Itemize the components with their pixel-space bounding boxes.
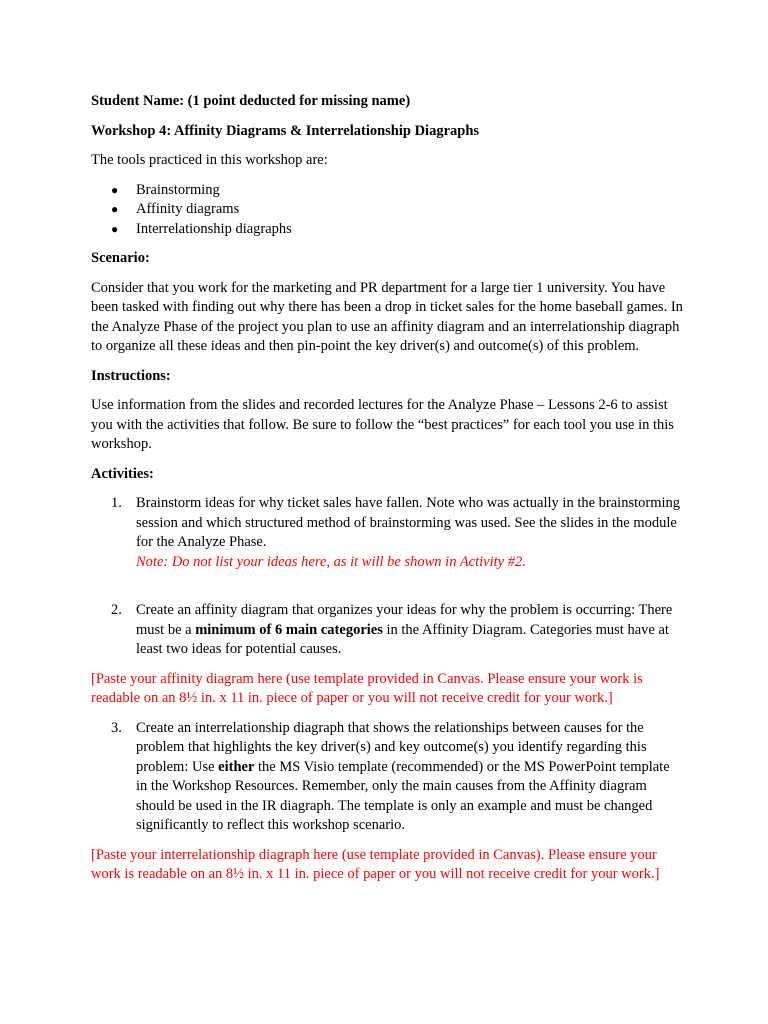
tool-label: Brainstorming [136, 181, 220, 198]
document-body [91, 92, 683, 895]
activity-text: Brainstorm ideas for why ticket sales have fallen. Note who was actually in the brainstorming session and which structured method of brainstorming was used. See the slides in the module for the Analyze Phase. [136, 495, 681, 550]
activity-text: Create an interrelationship diagraph that shows the relationships between causes for the problem that highlights the key driver(s) and key outcome(s) you identify regarding this problem: Use [136, 719, 647, 775]
activity-number: 1. [111, 495, 122, 511]
activity-emphasis: minimum of 6 main categories [195, 621, 383, 638]
activity-emphasis: either [218, 758, 255, 775]
activity-number: 3. [111, 719, 122, 736]
scenario-text: Consider that you work for the marketing and PR department for a large tier 1 university. You have been tasked with finding out why there has been a drop in ticket sales for the home baseball games. In the Analyze Phase of the project you plan to use an affinity diagram and an interrelationship diagraph to organize all these ideas and then pin-point the key driver(s) and outcome(s) of this problem. [91, 279, 683, 354]
bullet-icon: ● [111, 202, 119, 216]
activity-text: Create an affinity diagram that organizes your ideas for why the problem is occurring: There must be a [136, 602, 673, 638]
student-name-line: Student Name: (1 point deducted for missing name) [91, 93, 411, 109]
activity-number: 2. [111, 602, 122, 618]
paste-affinity-placeholder: [Paste your affinity diagram here (use template provided in Canvas. Please ensure your work is readable on an 8½ in. x 11 in. piece of paper or you will not receive credit for your work.] [91, 670, 643, 706]
tool-item [91, 200, 683, 220]
tool-item [91, 220, 683, 240]
document-title: Workshop 4: Affinity Diagrams & Interrelationship Diagraphs [91, 122, 480, 139]
activities-list [91, 494, 683, 660]
activities-list-continued [91, 719, 683, 836]
tool-item [91, 181, 683, 201]
tool-label: Interrelationship diagraphs [136, 220, 292, 237]
activity-note: Note: Do not list your ideas here, as it will be shown in Activity #2. [136, 553, 526, 570]
tools-intro: The tools practiced in this workshop are: [91, 152, 328, 168]
tools-list [91, 181, 683, 240]
instructions-heading: Instructions: [91, 367, 171, 384]
activity-item-3 [91, 719, 683, 836]
activity-text: the MS Visio template (recommended) or the MS PowerPoint template in the Workshop Resources. Remember, only the main causes from the Affinity diagram should be used in the IR diagraph. The template is only an example and must be changed significantly to reflect this workshop scenario. [136, 758, 670, 833]
instructions-text: Use information from the slides and recorded lectures for the Analyze Phase – Lessons 2-6 to assist you with the activities that follow. Be sure to follow the “best practices” for each tool you use in this workshop. [91, 397, 674, 452]
tool-label: Affinity diagrams [136, 201, 240, 217]
activity-item-2 [91, 601, 683, 660]
activity-text: in the Affinity Diagram. Categories must have at least two ideas for potential causes. [136, 621, 669, 657]
bullet-icon: ● [111, 182, 119, 197]
scenario-heading: Scenario: [91, 250, 150, 266]
activity-item-1 [91, 494, 683, 591]
paste-diagraph-placeholder: [Paste your interrelationship diagraph here (use template provided in Canvas). Please ensure your work is readable on an 8½ in. x 11 in. piece of paper or you will not receive credit for your work.] [91, 846, 660, 882]
bullet-icon: ● [111, 221, 119, 236]
activities-heading: Activities: [91, 465, 154, 482]
